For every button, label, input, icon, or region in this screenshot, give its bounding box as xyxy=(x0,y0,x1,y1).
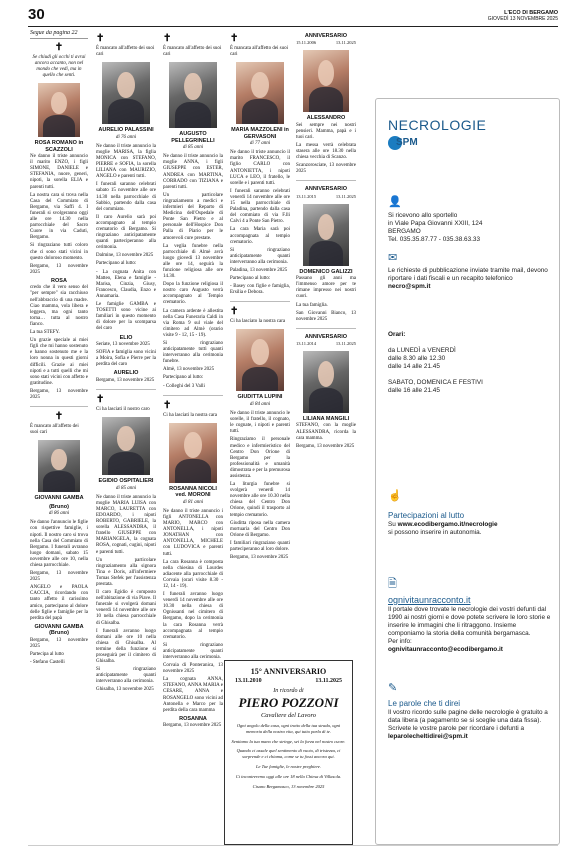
notice-text: Un particolare ringraziamento alla signora Tina e Doris, all'infermiere Tomas Stefek per l'assistenza prestata. xyxy=(96,557,156,587)
cross-icon: ✝ xyxy=(230,306,239,318)
parole-info xyxy=(388,699,553,741)
paper-name: L'ECO DI BERGAMO xyxy=(504,10,558,16)
deceased-title: Cavaliere del Lavoro xyxy=(260,712,317,719)
memory-label: In ricordo di xyxy=(273,688,304,694)
hours-line: SABATO, DOMENICA E FESTIVI xyxy=(388,379,483,386)
verse: Quando ci assale quel sentimento di vuoto, di tristezza, ci sorprende e ci chiama, come se tu fossi ancora qui. xyxy=(236,748,341,760)
desk-info xyxy=(388,212,553,244)
notice-text: Un particolare ringraziamento a medici e infermieri del Reparto di Medicina dell'Ospedale di Ponte San Pietro e al personale dell'Hospice Don Palla di Piario per le amorevoli cure prestate. xyxy=(163,192,223,241)
column-2 xyxy=(96,30,156,840)
partecipa-list: - Colleghi del 3 Valli xyxy=(163,383,205,389)
divider xyxy=(163,395,223,396)
place-date: Bergamo, 13 novembre 2025 xyxy=(30,637,88,649)
mail-info xyxy=(388,267,553,291)
ogni-info-label: Per info: xyxy=(388,638,412,645)
divider xyxy=(230,301,290,302)
online-title: Partecipazioni al lutto xyxy=(388,511,465,520)
portrait-photo xyxy=(169,62,217,128)
partecipa-label: Partecipano al lutto: xyxy=(163,375,204,381)
place-date: Ghisalba, 13 novembre 2025 xyxy=(96,687,154,693)
notice-text: La cara Rosanna è composta nella chiesina di Lourdes adiacente alla parrocchiale di Corvaia (orari visite 8.30 - 12, 14 - 19). xyxy=(163,559,223,589)
spm-logo-text: SPM xyxy=(396,137,418,148)
notice-text: La veglia funebre nella parrocchiale di Almè avrà luogo giovedì 13 novembre alle ore 14, seguirà la funzione religiosa alle ore 14.30. xyxy=(163,243,223,280)
desk-line: BERGAMO xyxy=(388,228,421,235)
place-date: Bergamo, 13 novembre 2025 xyxy=(30,388,88,400)
portrait-photo xyxy=(38,440,80,492)
place-date: Dalmine, 13 novembre 2025 xyxy=(96,253,154,259)
notice-text: La tua famiglia. xyxy=(296,302,328,308)
column-1 xyxy=(30,30,88,840)
necrologie-panel xyxy=(375,98,560,845)
deceased-age: di 77 anni xyxy=(249,141,271,147)
portrait-photo xyxy=(303,204,349,266)
anniversary-title: ANNIVERSARIO xyxy=(304,186,348,193)
deceased-name: GIOVANNI GAMBA (Bruno) xyxy=(34,623,84,637)
notice-text: La messa verrà celebrata stasera alle ore 18.30 nella chiesa vecchia di Scanzo. xyxy=(296,142,356,161)
deceased-age: di 76 anni xyxy=(115,134,137,140)
notice-text: La tua STEFY. xyxy=(30,330,60,336)
hours-title: Orari: xyxy=(388,331,406,338)
divider xyxy=(30,406,88,407)
deceased-name: ROSANNA NICOLI ved. MORONI xyxy=(169,485,217,499)
notice-text: ANGELO e PAOLA CACCIA, ricordando con tanto affetto il carissimo amico, partecipano al dolore delle figlie e famiglie per la perdita del papà xyxy=(30,585,88,621)
notice-text: STEFANO, con la moglie ALESSANDRA, ricorda la cara mamma. xyxy=(296,423,356,441)
parole-email-link[interactable]: leparolecheltidirei@spm.it xyxy=(388,733,468,740)
ogni-email-link[interactable]: ognivitaunracconto@ecodibergamo.it xyxy=(388,646,503,653)
notice-text: Ne danno il triste annuncio la moglie MARIA LUISA con MARCO, LAURETTA con EDOARDO, i nipoti ROBERTO, GABRIELE, la sorella ALESSANDRA, il fratello GIUSEPPE con MARIANGELA, la cognata ROSA, cognati, cugini, nipoti e parenti tutti. xyxy=(96,494,156,555)
column-4 xyxy=(230,30,290,655)
notice-text: Si ringraziano anticipatamente quanti interverranno alla cerimonia. xyxy=(96,667,156,685)
portrait-photo xyxy=(303,351,349,413)
hours-line: dalle 8.30 alle 12.30 xyxy=(388,355,446,362)
notice-label: È mancato all'affetto dei suoi cari xyxy=(163,46,222,58)
anniversary-dates xyxy=(225,678,352,684)
deceased-name: AURELIO PALASSINI xyxy=(98,127,154,134)
cross-icon: ✝ xyxy=(163,33,172,44)
document-icon: 🗎 xyxy=(388,578,397,590)
online-text: si possono inserire in autonomia. xyxy=(388,529,482,536)
parole-text: Il vostro ricordo sulle pagine delle necrologie è gratuito a data libera (a pagamento se si sceglie una data fissa). Scrivete le vostre parole per ricordare i defunti a xyxy=(388,709,548,732)
place-date: San Giovanni Bianco, 13 novembre 2025 xyxy=(296,310,356,322)
verse: Ci incontreremo oggi alle ore 18 nella Chiesa di Villasola. xyxy=(235,773,342,779)
notice-text: Si ringraziano anticipatamente quanti interverranno alla cerimonia. xyxy=(230,247,290,265)
anniversary-title: ANNIVERSARIO xyxy=(304,33,348,39)
notice-text: Ne danno il triste annuncio le sorelle, il fratello, il cognato, le cognate, i nipoti e parenti tutti. xyxy=(230,411,290,435)
portrait-photo xyxy=(38,83,80,137)
notice-text: La liturgia funebre si svolgerà venerdì 14 novembre alle ore 10.30 nella chiesa del Centro Don Orione, quindi il trasporto al tempio crematorio. xyxy=(230,482,290,518)
deceased-name: ELIO xyxy=(119,334,133,341)
issue-date: GIOVEDÌ 13 NOVEMBRE 2025 xyxy=(487,16,558,22)
notice-text: La cognata ANNA, STEFANO, ANNA MARIA e CESARE, ANNA e ROSANGELO sono vicini ad Antonella e Marco per la perdita della cara mamma xyxy=(163,677,223,713)
notice-text: Si ringraziano tutti coloro che ci sono stati vicini in questo doloroso momento. xyxy=(30,243,88,261)
notice-text: La camera ardente è allestita nella Casa Funeraria Caldi in via Roma 9 sul viale del cimitero ad Almè (orario visite 9 - 12, 15 - 19). xyxy=(163,308,223,338)
notice-label: È mancato all'affetto dei suoi cari xyxy=(96,46,155,58)
online-url-link[interactable]: www.ecodibergamo.it/necrologie xyxy=(397,521,498,528)
cross-icon: ✝ xyxy=(54,42,64,54)
place-date: Bergamo, 13 novembre 2025 xyxy=(296,443,355,449)
desk-phone: Tel. 035.35.87.77 - 035.38.63.33 xyxy=(388,236,481,243)
notice-text: Il caro Egidio è composto nell'abitazione di via Piave. Il funerale si svolgerà domani venerdì 14 novembre alle ore 10 nella chiesa parrocchiale di Ghisalba. xyxy=(96,590,156,626)
portrait-photo xyxy=(236,62,284,124)
verse: Ogni angolo della casa, ogni tratto della tua strada, ogni memoria della nostra vita, qui tutto parla di te. xyxy=(236,723,341,734)
notice-text: Ne danno l'annuncio le figlie con rispettive famiglie, i nipoti. Il nostro caro si trova nella Casa del Commiato di Bergamo. I funerali avranno luogo domani, sabato 15 novembre alle ore 10, nella chiesa parrocchiale. xyxy=(30,520,88,568)
notice-text: Ne danno il triste annuncio il marito FRANCESCO, il figlio CARLO con ANTONIETTA, i nipoti LUCA e LEO, il fratello, le sorelle e i parenti tutti. xyxy=(230,150,290,186)
notice-text: credo che il vero senso del "per sempre" sia racchiuso nell'abbraccio di una madre. Ciao mamma, vola libera e leggera, ma ogni tanto torna… tutta al nostro fianco. xyxy=(30,285,88,327)
deceased-name: GIOVANNI GAMBA xyxy=(34,495,84,502)
cross-icon: ✝ xyxy=(96,33,105,44)
deceased-age: di 84 anni xyxy=(249,401,271,407)
desk-line: Si ricevono allo sportello xyxy=(388,212,458,219)
notice-text: I funerali saranno celebrati sabato 15 novembre alle ore 14.30 nella parrocchiale di Sabbio, partendo dalla casa del commiato. xyxy=(96,182,156,212)
notice-text: I funerali saranno celebrati venerdì 14 novembre alle ore 15 nella parrocchiale di Paladina, partendo dalla casa del commiato di via F.lli Calvi 4 a Ponte San Pietro. xyxy=(230,188,290,225)
anniversary-dates xyxy=(296,341,356,347)
partecipa-list: - La cognata Anita con Matteo, Elena e famiglie - Marisa, Cinzia, Giusy, Francesco, Claudia, Enzo e Annamaria. xyxy=(96,269,156,299)
date-to: 13.11.2025 xyxy=(335,193,356,199)
notice-text: I funerali avranno luogo domani alle ore 10 nella chiesa di Ghisalba. Al termine della funzione si proseguirà per il cimitero di Ghisalba. xyxy=(96,628,156,665)
notice-text: Ne danno il triste annuncio i figli ANTONELLA con MARIO, MARCO con ANTONELLA, i nipoti JONATHAN con ANTONELLA, MICHELE con LUDOVICA e parenti tutti. xyxy=(163,508,223,557)
place-date: Bergamo, 13 novembre 2025 xyxy=(230,555,289,561)
divider xyxy=(96,389,156,390)
notice-label: Ci ha lasciato la nostra cara xyxy=(230,319,286,325)
place-date: Bergamo, 13 novembre 2025 xyxy=(30,263,88,275)
deceased-name: ROSA xyxy=(51,277,67,284)
mail-icon: ✉ xyxy=(388,252,398,264)
person-icon: 👤 xyxy=(388,196,402,208)
cross-icon: ✝ xyxy=(163,399,172,411)
panel-title: NECROLOGIE xyxy=(388,117,487,133)
notice-text: Ringraziamo il personale medico e infermieristico del Centro Don Orione di Bergamo per la professionalità e umanità dimostrata e per la premurosa assistenza. xyxy=(230,437,290,479)
divider xyxy=(296,180,356,181)
deceased-name: ROSANNA xyxy=(179,715,207,722)
mail-text: Le richieste di pubblicazione inviate tramite mail, devono riportare i dati fiscali e un recapito telefonico xyxy=(388,267,548,282)
anniversary-box xyxy=(224,660,353,845)
notice-text: Dopo la funzione religiosa il nostro caro Augusto verrà accompagnato al Tempio crematorio. xyxy=(163,282,223,306)
portrait-photo xyxy=(169,423,217,483)
notice-text: La nostra cara si trova nella Casa del Commiato di Bergamo, via Saffi 4. I funerali si svolgeranno oggi alle ore 14.30 nella parrocchiale del Sacro Cuore in via Caduti, Bergamo. xyxy=(30,192,88,241)
notice-text: I funerali avranno luogo venerdì 14 novembre alle ore 10.30 nella chiesa di Ognissanti nel cimitero di Bergamo, dopo la cerimonia la cara Rosanna verrà accompagnata al tempio crematorio. xyxy=(163,592,223,640)
deceased-age: di 85 anni xyxy=(115,485,137,491)
spm-logo xyxy=(388,136,422,150)
anniversary-dates xyxy=(296,40,356,46)
online-info xyxy=(388,511,553,537)
place-date: Bergamo, 13 novembre 2025 xyxy=(96,377,155,383)
partecipa-list: - Stefano Castelli xyxy=(30,660,65,666)
hours-info xyxy=(388,331,553,395)
hours-line: dalle 16 alle 21.45 xyxy=(388,387,440,394)
online-text: Su xyxy=(388,521,396,528)
date-to: 13.11.2025 xyxy=(315,678,342,684)
place-date: Seriate, 13 novembre 2025 xyxy=(96,342,150,347)
hours-line: da LUNEDÌ a VENERDÌ xyxy=(388,347,456,354)
notice-text: Le famiglie GAMBA e TOSETTI sono vicine ai familiari in questo momento di dolore per la scomparsa del caro xyxy=(96,302,156,332)
cross-icon: ✝ xyxy=(96,393,105,405)
notice-text: La cara Maria sarà poi accompagnata al tempio crematorio. xyxy=(230,227,290,245)
date-to: 13.11.2025 xyxy=(335,340,356,346)
ogni-text: Il portale dove trovate le necrologie dei vostri defunti dal 1990 ai nostri giorni e dove potete scrivere le loro storie e inserire le immagini che li ritraggono. Insieme componiamo la storia della comunità bergamasca. xyxy=(388,606,551,637)
notice-text: Ne danno il triste annuncio la moglie ANNA, i figli GIUSEPPE con ESTER, ANDREA con MARTINA, CORRADO con TIZIANA e parenti tutti. xyxy=(163,154,223,190)
anniversary-title: 15° ANNIVERSARIO xyxy=(250,667,327,676)
notice-text: SOFIA e famiglia sono vicini a Moira, Sofia e Pierre per la perdita del caro xyxy=(96,350,156,368)
deceased-name: AURELIO xyxy=(113,370,139,377)
portrait-photo xyxy=(236,329,284,391)
notice-label: Ci ha lasciati la nostra cara xyxy=(163,412,218,418)
partecipa-list: - Basey con figlie e famiglia, Ersilia e Debora. xyxy=(230,284,290,296)
notice-text: Un grazie speciale ai miei figli che mi hanno sostenuto e hanno sostenuto me e la loro nonna in questi giorni difficili. Grazie ai miei nipoti e a tutti quelli che mi sono stati vicini con affetto e gratitudine. xyxy=(30,338,88,386)
column-5 xyxy=(296,30,356,655)
deceased-name: PIERO POZZONI xyxy=(238,695,339,710)
deceased-age: di 86 anni xyxy=(48,511,70,517)
hours-line: dalle 14 alle 21.45 xyxy=(388,363,440,370)
continued-label: Segue da pagina 22 xyxy=(30,30,88,39)
deceased-name: AUGUSTO PELLEGRINELLI xyxy=(171,131,215,144)
page-number: 30 xyxy=(28,6,45,23)
cross-icon: ✝ xyxy=(230,33,239,44)
place-date: Corvaia di Ponteranica, 13 novembre 2025 xyxy=(163,663,223,675)
date-to: 13.11.2025 xyxy=(335,40,356,46)
place-date: Almè, 13 novembre 2025 xyxy=(163,367,215,373)
quote: Se chiudi gli occhi ti avrai ancora accanto, non nel mondo che vedi, ma in quello che senti. xyxy=(32,55,86,79)
deceased-name: ALESSANDRO xyxy=(306,115,346,122)
deceased-age: di 85 anni xyxy=(182,145,204,151)
place-date: Scanzorosciate, 13 novembre 2025 xyxy=(296,163,356,175)
portrait-photo xyxy=(303,50,349,112)
ogni-info xyxy=(388,595,553,654)
notice-text: Ne danno il triste annuncio il marito ENZO, i figli SIMONE, DANIELE e STEFANIA, nuore, generi, nipoti, la sorella ELIA e parenti tutti. xyxy=(30,154,88,190)
notice-text: Sei sempre nei nostri pensieri. Mamma, papà e i tuoi cari. xyxy=(296,122,356,140)
footer-rule xyxy=(28,845,558,846)
place-date: Cisano Bergamasco, 13 novembre 2025 xyxy=(252,783,325,789)
portrait-photo xyxy=(102,417,150,475)
notice-text: Si ringraziano anticipatamente quanti interverranno alla cerimonia. xyxy=(163,642,223,660)
parole-title: Le parole che ti direi xyxy=(388,699,461,708)
notice-label: È mancato all'affetto dei suoi cari xyxy=(30,424,79,436)
place-date: Bergamo, 13 novembre 2025 xyxy=(30,571,88,583)
notice-text: Il caro Aurelio sarà poi accompagnato al tempio crematorio di Bergamo. Si ringraziano anticipatamente quanti parteciperanno alla cerimonia. xyxy=(96,214,156,251)
partecipa-label: Partecipano al lutto: xyxy=(230,276,271,282)
notice-text: Giuditta riposa nella camera mortuaria del Centro Don Orione di Bergamo. xyxy=(230,520,290,538)
deceased-age: di 81 anni xyxy=(182,499,204,505)
notice-text: I familiari ringraziano quanti parteciperanno al loro dolore. xyxy=(230,540,290,552)
verse: Sentiamo la tua mano che stringe, sei la forza nel nostro cuore. xyxy=(231,738,346,744)
cross-icon: ✝ xyxy=(54,411,64,423)
deceased-name: DOMENICO GALIZZI xyxy=(299,268,353,275)
deceased-name: GIUDITTA LUPINI xyxy=(237,394,283,401)
mail-email-link[interactable]: necro@spm.it xyxy=(388,283,431,290)
date-from: 13.11.2014 xyxy=(296,340,317,346)
anniversary-title: ANNIVERSARIO xyxy=(304,333,348,340)
notice-text: Si ringraziano anticipatamente tutti quanti interverranno alla cerimonia funebre. xyxy=(163,341,223,365)
date-from: 15.11.2006 xyxy=(296,40,317,46)
partecipa-label: Partecipano al lutto: xyxy=(96,261,137,267)
notice-text: Passano gli anni ma l'immenso amore per te rimane impresso nei nostri cuori. xyxy=(296,276,356,300)
place-date: Paladina, 13 novembre 2025 xyxy=(230,267,288,273)
date-from: 13.11.2010 xyxy=(235,678,262,684)
desk-line: in Viale Papa Giovanni XXIII, 124 xyxy=(388,220,483,227)
column-3 xyxy=(163,30,223,840)
ogni-link[interactable]: ognivitaunracconto.it xyxy=(388,595,471,605)
date-from: 13.11.2015 xyxy=(296,193,317,199)
page-header xyxy=(28,6,558,27)
deceased-name: LILIANA MANGILI xyxy=(302,415,350,422)
partecipa-label: Partecipa al lutto xyxy=(30,652,64,658)
pencil-icon: ✎ xyxy=(388,682,398,694)
hand-pointer-icon: ☝ xyxy=(388,490,402,502)
deceased-name: EGIDIO OSPITALIERI xyxy=(98,478,154,485)
deceased-name: MARIA MAZZOLENI in GERVASONI xyxy=(231,127,289,140)
divider xyxy=(296,328,356,329)
deceased-nickname: (Bruno) xyxy=(49,503,69,510)
portrait-photo xyxy=(102,62,150,124)
notice-label: Ci ha lasciati il nostro caro xyxy=(96,406,150,412)
notice-label: È mancata all'affetto dei suoi cari xyxy=(230,46,289,58)
masthead xyxy=(488,10,558,22)
verse: Le Tue famiglie, le nostre preghiere. xyxy=(255,763,322,769)
deceased-name: ROSA ROMANO in SCAZZOLI xyxy=(34,140,84,153)
anniversary-dates xyxy=(296,194,356,200)
notice-text: Ne danno il triste annuncio la moglie MARISA, la figlia MONICA con STEFANO, PIERRE e SOFIA, la sorella LILIANA con MAURIZIO, ANGELO e parenti tutti. xyxy=(96,143,156,180)
place-date: Bergamo, 13 novembre 2025 xyxy=(163,723,222,729)
